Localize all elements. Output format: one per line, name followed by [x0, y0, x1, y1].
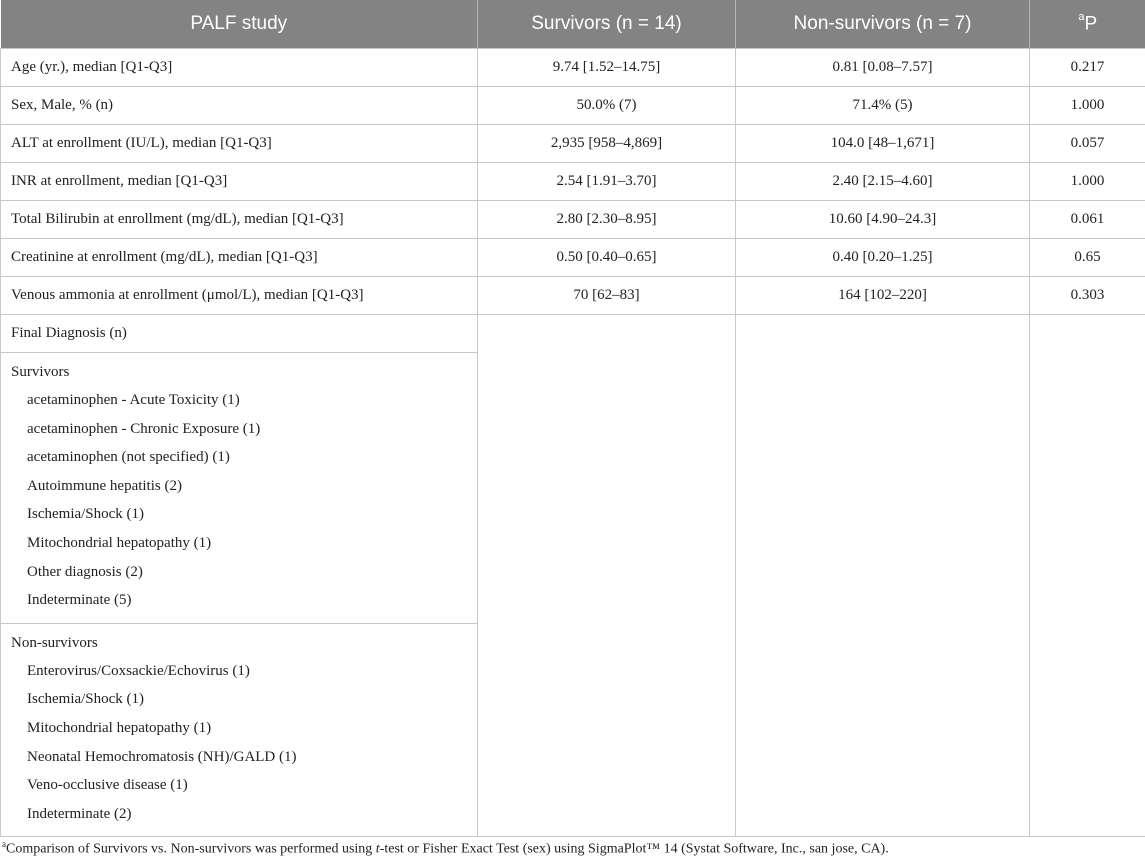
- footnote-italic-t: t: [375, 841, 380, 857]
- list-item: Autoimmune hepatitis (2): [27, 477, 182, 494]
- row-label: Creatinine at enrollment (mg/dL), median [Q1-Q3]: [1, 239, 478, 277]
- non-survivors-empty-cell: [736, 315, 1030, 837]
- header-palf-study: PALF study: [1, 0, 478, 49]
- row-label: Venous ammonia at enrollment (μmol/L), median [Q1-Q3]: [1, 277, 478, 315]
- row-label: INR at enrollment, median [Q1-Q3]: [1, 163, 478, 201]
- final-diagnosis-label: Final Diagnosis (n): [1, 315, 478, 353]
- footnote-text-end: -test or Fisher Exact Test (sex) using SigmaPlot™ 14 (Systat Software, Inc., san jose, CA).: [379, 841, 889, 857]
- survivors-value: 70 [62–83]: [478, 277, 736, 315]
- non-survivors-value: 164 [102–220]: [736, 277, 1030, 315]
- header-row: [1, 0, 1145, 49]
- survivors-empty-cell: [478, 315, 736, 837]
- footnote-marker: a: [2, 839, 6, 849]
- non-survivors-value: 104.0 [48–1,671]: [736, 125, 1030, 163]
- non-survivors-value: 0.40 [0.20–1.25]: [736, 239, 1030, 277]
- p-value: 1.000: [1030, 87, 1145, 125]
- header-survivors: Survivors (n = 14): [478, 0, 736, 49]
- diagnosis-group-cell: [1, 353, 478, 624]
- p-value: 1.000: [1030, 163, 1145, 201]
- footnote-text-start: Comparison of Survivors vs. Non-survivors was performed using: [6, 841, 376, 857]
- table-row: [1, 277, 1145, 315]
- p-value: 0.217: [1030, 49, 1145, 87]
- list-item: Enterovirus/Coxsackie/Echovirus (1): [27, 662, 250, 679]
- diagnosis-group-title: Survivors: [11, 364, 70, 380]
- row-label: ALT at enrollment (IU/L), median [Q1-Q3]: [1, 125, 478, 163]
- header-non-survivors: Non-survivors (n = 7): [736, 0, 1030, 49]
- header-p-value: [1030, 0, 1145, 49]
- table-row: [1, 201, 1145, 239]
- final-diagnosis-row: [1, 315, 1145, 353]
- survivors-value: 2.54 [1.91–3.70]: [478, 163, 736, 201]
- list-item: Other diagnosis (2): [27, 563, 143, 580]
- p-value: 0.061: [1030, 201, 1145, 239]
- list-item: acetaminophen - Acute Toxicity (1): [27, 392, 240, 408]
- list-item: Indeterminate (2): [27, 805, 132, 822]
- non-survivors-value: 2.40 [2.15–4.60]: [736, 163, 1030, 201]
- table-footnote: [2, 839, 1142, 858]
- table-row: [1, 163, 1145, 201]
- p-value: 0.65: [1030, 239, 1145, 277]
- header-p-label: P: [1084, 13, 1098, 35]
- p-value: 0.303: [1030, 277, 1145, 315]
- list-item: Veno-occlusive disease (1): [27, 777, 188, 794]
- list-item: Ischemia/Shock (1): [27, 506, 145, 523]
- survivors-value: 2,935 [958–4,869]: [478, 125, 736, 163]
- survivors-value: 0.50 [0.40–0.65]: [478, 239, 736, 277]
- survivors-value: 50.0% (7): [478, 87, 736, 125]
- row-label: Total Bilirubin at enrollment (mg/dL), median [Q1-Q3]: [1, 201, 478, 239]
- survivors-value: 2.80 [2.30–8.95]: [478, 201, 736, 239]
- diagnosis-group-cell: [1, 623, 478, 837]
- table-row: [1, 125, 1145, 163]
- p-empty-cell: [1030, 315, 1145, 837]
- row-label: Age (yr.), median [Q1-Q3]: [1, 49, 478, 87]
- diagnosis-group-title: Non-survivors: [11, 634, 98, 651]
- list-item: Ischemia/Shock (1): [27, 691, 145, 708]
- list-item: Neonatal Hemochromatosis (NH)/GALD (1): [27, 748, 297, 765]
- list-item: Mitochondrial hepatopathy (1): [27, 534, 212, 551]
- non-survivors-value: 71.4% (5): [736, 87, 1030, 125]
- table-row: [1, 49, 1145, 87]
- table-row: [1, 239, 1145, 277]
- non-survivors-value: 0.81 [0.08–7.57]: [736, 49, 1030, 87]
- list-item: Mitochondrial hepatopathy (1): [27, 719, 212, 736]
- header-p-superscript: a: [1078, 10, 1085, 23]
- survivors-value: 9.74 [1.52–14.75]: [478, 49, 736, 87]
- row-label: Sex, Male, % (n): [1, 87, 478, 125]
- table-row: [1, 87, 1145, 125]
- list-item: acetaminophen (not specified) (1): [27, 449, 230, 466]
- p-value: 0.057: [1030, 125, 1145, 163]
- list-item: acetaminophen - Chronic Exposure (1): [27, 420, 261, 437]
- non-survivors-value: 10.60 [4.90–24.3]: [736, 201, 1030, 239]
- list-item: Indeterminate (5): [27, 592, 132, 609]
